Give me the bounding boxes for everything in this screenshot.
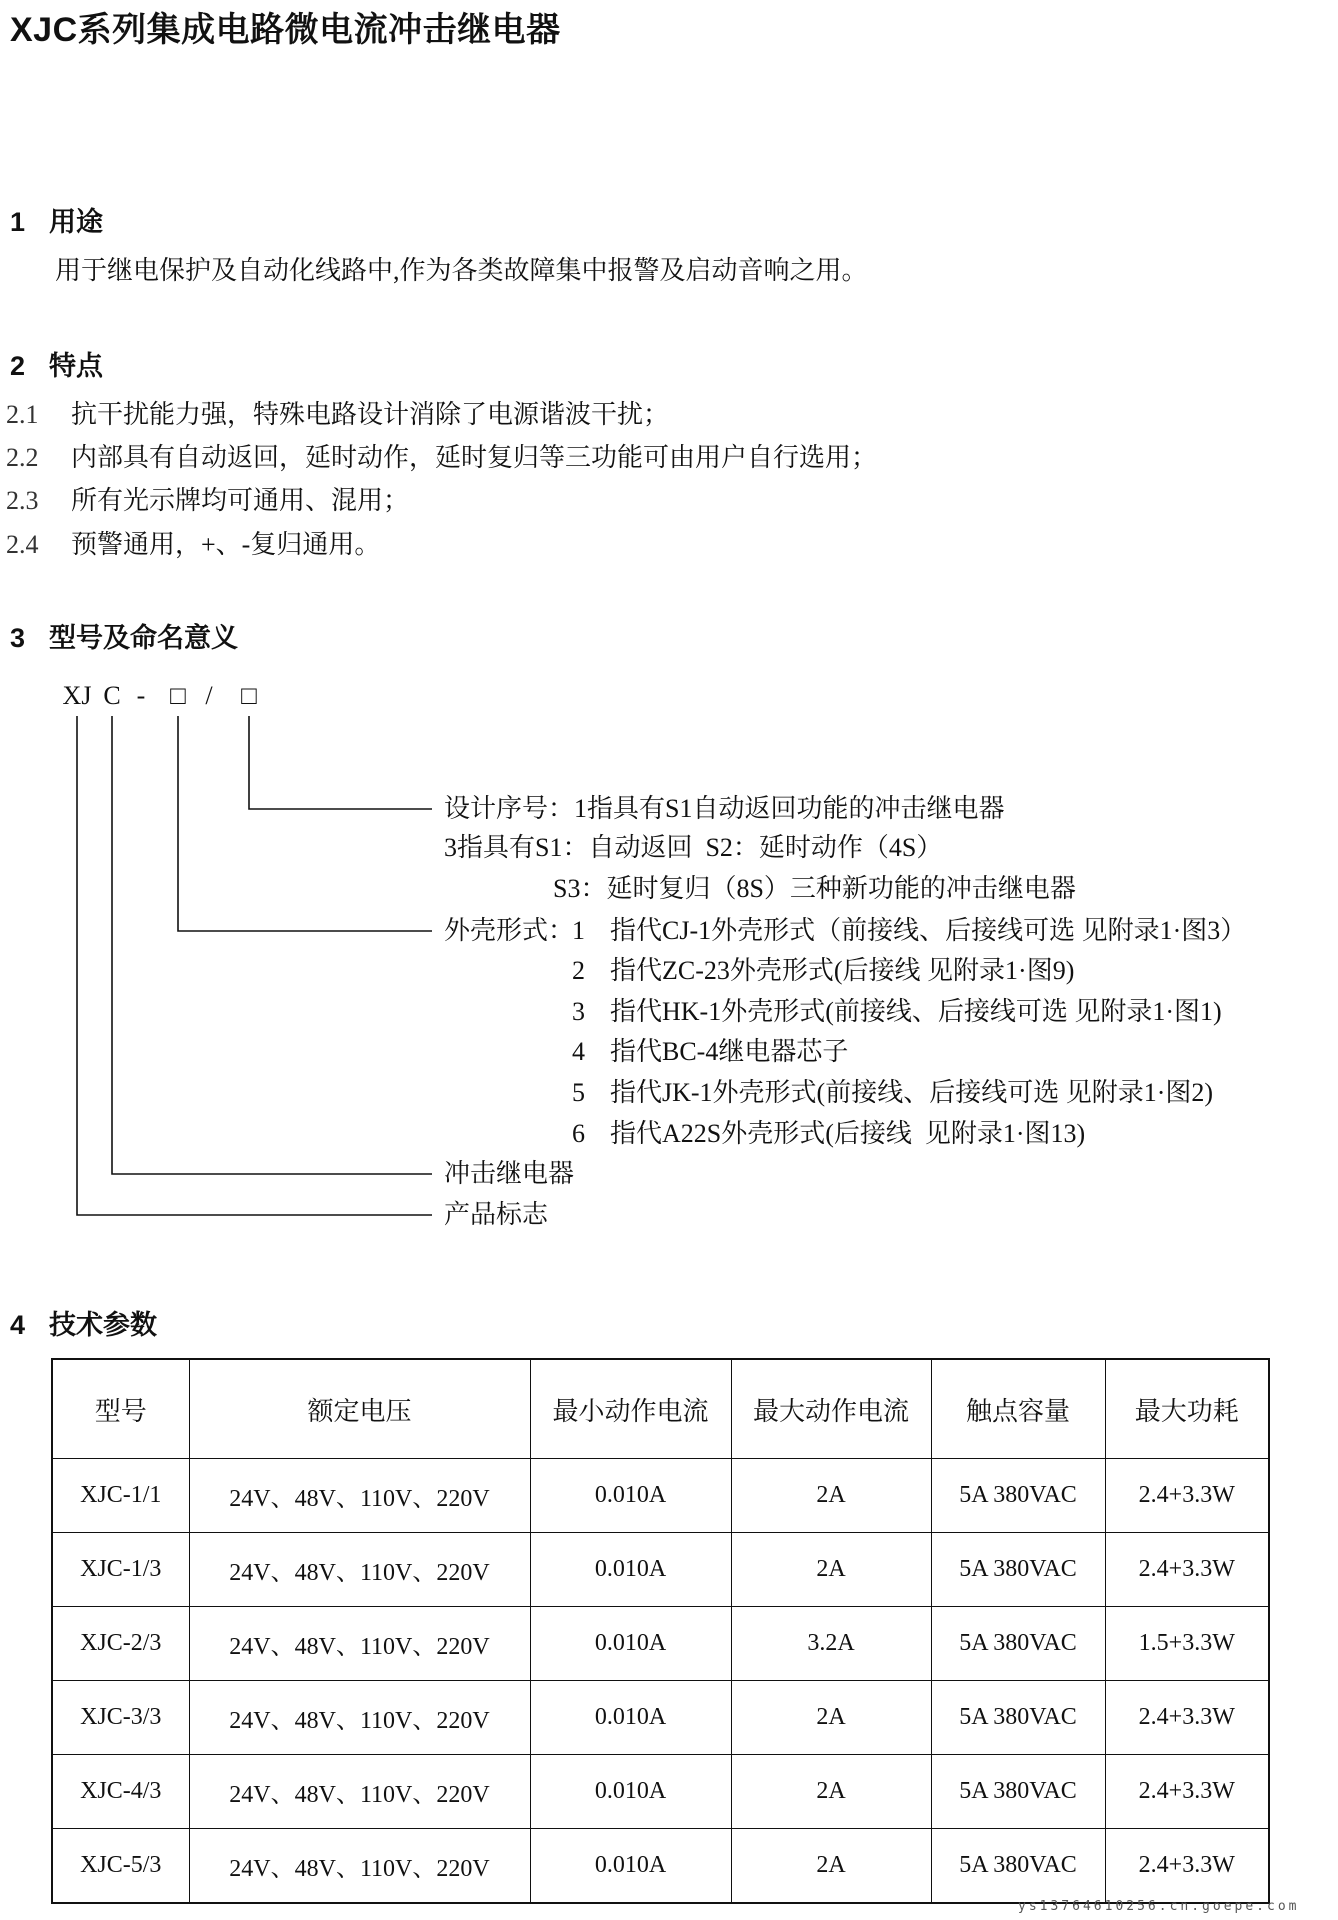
shell-item-number: 6 — [572, 1119, 585, 1148]
connector-shell-form — [178, 716, 432, 931]
table-cell: XJC-1/1 — [52, 1459, 189, 1533]
technical-parameters-table — [51, 1358, 1270, 1904]
feature-text: 所有光示牌均可通用、混用； — [71, 486, 410, 515]
table-row — [52, 1459, 1269, 1533]
table-cell: XJC-1/3 — [52, 1533, 189, 1607]
table-cell: 2A — [731, 1755, 931, 1829]
shell-item-number: 5 — [572, 1078, 585, 1107]
relay-label: 冲击继电器 — [444, 1159, 575, 1188]
table-cell: 5A 380VAC — [931, 1829, 1105, 1904]
shell-item-number: 1 — [572, 916, 585, 945]
model-code-type: C — [103, 681, 121, 710]
design-number-line: S3：延时复归（8S）三种新功能的冲击继电器 — [553, 874, 1076, 903]
table-header-cell: 触点容量 — [931, 1359, 1105, 1459]
model-code-prefix: XJ — [62, 681, 92, 710]
table-row — [52, 1533, 1269, 1607]
table-cell: 0.010A — [530, 1829, 731, 1904]
shell-form-label: 外壳形式： — [444, 916, 575, 945]
shell-item-number: 4 — [572, 1037, 585, 1066]
feature-text: 抗干扰能力强，特殊电路设计消除了电源谐波干扰； — [71, 400, 670, 429]
shell-item-text: 指代ZC-23外壳形式(后接线 见附录1·图9) — [610, 956, 1075, 985]
connector-product-mark — [77, 716, 432, 1215]
section-1-heading: 用途 — [49, 207, 103, 237]
document-title: XJC系列集成电路微电流冲击继电器 — [10, 11, 561, 49]
table-cell: 2.4+3.3W — [1105, 1829, 1269, 1904]
table-cell: 0.010A — [530, 1533, 731, 1607]
table-header-cell: 型号 — [52, 1359, 189, 1459]
table-cell: 3.2A — [731, 1607, 931, 1681]
table-row — [52, 1681, 1269, 1755]
table-cell: XJC-4/3 — [52, 1755, 189, 1829]
section-4-heading: 技术参数 — [49, 1310, 157, 1340]
table-header-cell: 最大功耗 — [1105, 1359, 1269, 1459]
shell-item-text: 指代CJ-1外壳形式（前接线、后接线可选 见附录1·图3） — [610, 916, 1247, 945]
table-cell: 2A — [731, 1459, 931, 1533]
table-cell: 0.010A — [530, 1755, 731, 1829]
table-cell: 24V、48V、110V、220V — [189, 1829, 530, 1904]
shell-item-text: 指代JK-1外壳形式(前接线、后接线可选 见附录1·图2) — [610, 1078, 1214, 1107]
table-cell: XJC-2/3 — [52, 1607, 189, 1681]
table-cell: 2.4+3.3W — [1105, 1681, 1269, 1755]
section-1-number: 1 — [10, 207, 26, 237]
section-4-number: 4 — [10, 1310, 26, 1340]
shell-item-text: 指代BC-4继电器芯子 — [610, 1037, 849, 1066]
table-cell: 0.010A — [530, 1681, 731, 1755]
design-number-line: 设计序号：1指具有S1自动返回功能的冲击继电器 — [444, 794, 1005, 823]
usage-text: 用于继电保护及自动化线路中,作为各类故障集中报警及启动音响之用。 — [55, 256, 868, 285]
table-cell: 24V、48V、110V、220V — [189, 1755, 530, 1829]
feature-number: 2.1 — [6, 400, 39, 429]
feature-text: 预警通用，+、-复归通用。 — [71, 530, 381, 559]
table-cell: 2A — [731, 1829, 931, 1904]
table-cell: 2A — [731, 1681, 931, 1755]
watermark: ys13764610256.cn.goepe.com — [1018, 1899, 1300, 1914]
table-cell: 2.4+3.3W — [1105, 1533, 1269, 1607]
table-header-cell: 最大动作电流 — [731, 1359, 931, 1459]
table-cell: 24V、48V、110V、220V — [189, 1607, 530, 1681]
feature-number: 2.2 — [6, 443, 39, 472]
feature-number: 2.4 — [6, 530, 39, 559]
shell-item-text: 指代HK-1外壳形式(前接线、后接线可选 见附录1·图1) — [610, 997, 1222, 1026]
model-code-slash: / — [205, 681, 213, 710]
model-code-dash: - — [136, 681, 146, 710]
model-naming-diagram — [60, 710, 440, 1225]
table-cell: 24V、48V、110V、220V — [189, 1533, 530, 1607]
table-header-cell: 额定电压 — [189, 1359, 530, 1459]
table-cell: XJC-3/3 — [52, 1681, 189, 1755]
connector-relay — [112, 716, 432, 1174]
table-header-row — [52, 1359, 1269, 1459]
model-code-shell-box: □ — [170, 681, 186, 710]
table-cell: 0.010A — [530, 1459, 731, 1533]
table-cell: 5A 380VAC — [931, 1459, 1105, 1533]
feature-text: 内部具有自动返回，延时动作，延时复归等三功能可由用户自行选用； — [71, 443, 878, 472]
table-cell: 2.4+3.3W — [1105, 1755, 1269, 1829]
table-row — [52, 1607, 1269, 1681]
table-cell: XJC-5/3 — [52, 1829, 189, 1904]
shell-item-number: 2 — [572, 956, 585, 985]
shell-item-text: 指代A22S外壳形式(后接线 见附录1·图13) — [610, 1119, 1086, 1148]
table-header-cell: 最小动作电流 — [530, 1359, 731, 1459]
table-cell: 5A 380VAC — [931, 1607, 1105, 1681]
table-cell: 5A 380VAC — [931, 1681, 1105, 1755]
table-cell: 0.010A — [530, 1607, 731, 1681]
feature-number: 2.3 — [6, 486, 39, 515]
table-cell: 5A 380VAC — [931, 1533, 1105, 1607]
design-number-line: 3指具有S1：自动返回 S2：延时动作（4S） — [444, 833, 943, 862]
model-code-design-box: □ — [241, 681, 257, 710]
table-row — [52, 1755, 1269, 1829]
table-cell: 24V、48V、110V、220V — [189, 1681, 530, 1755]
table-cell: 1.5+3.3W — [1105, 1607, 1269, 1681]
table-cell: 2.4+3.3W — [1105, 1459, 1269, 1533]
shell-item-number: 3 — [572, 997, 585, 1026]
table-cell: 24V、48V、110V、220V — [189, 1459, 530, 1533]
section-3-heading: 型号及命名意义 — [49, 623, 238, 653]
table-cell: 5A 380VAC — [931, 1755, 1105, 1829]
section-2-number: 2 — [10, 351, 26, 381]
product-mark-label: 产品标志 — [444, 1200, 549, 1229]
section-2-heading: 特点 — [49, 351, 103, 381]
table-row — [52, 1829, 1269, 1904]
connector-design-number — [249, 716, 432, 809]
table-cell: 2A — [731, 1533, 931, 1607]
section-3-number: 3 — [10, 623, 26, 653]
